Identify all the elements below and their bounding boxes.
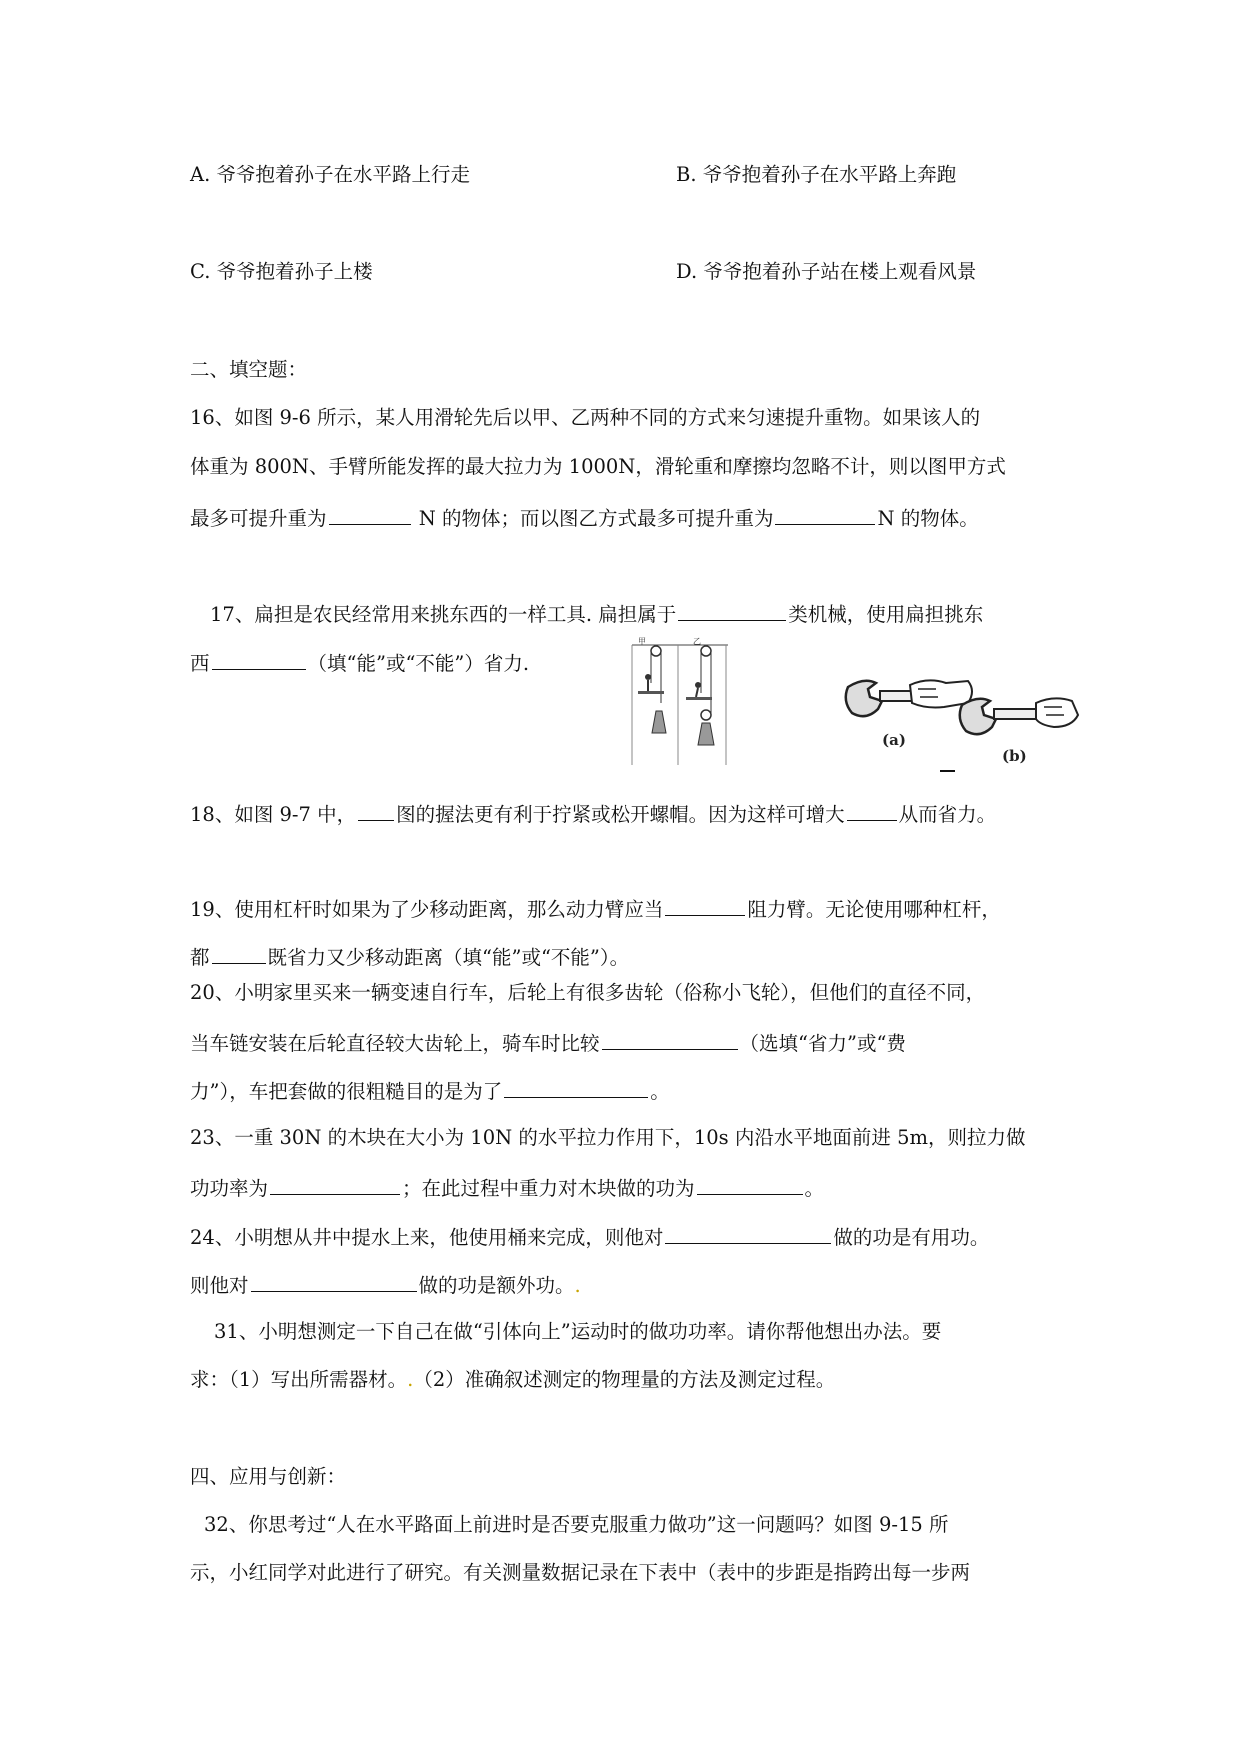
q23-blank-2[interactable]: [697, 1176, 803, 1195]
q18-text-a: 18、如图 9-7 中，: [190, 803, 357, 826]
q24-text-a: 24、小明想从井中提水上来，他使用桶来完成，则他对: [190, 1226, 664, 1249]
q23-text-b: ；在此过程中重力对木块做的功为: [402, 1177, 695, 1200]
wrench-figure: [840, 665, 1080, 765]
weight-b-icon: [698, 723, 714, 745]
q20-line2: [190, 1031, 906, 1054]
section-heading-application: 四、应用与创新：: [190, 1465, 347, 1488]
q17-line2: [190, 651, 529, 674]
stray-mark: [940, 770, 955, 772]
person-a-icon: [645, 674, 651, 680]
q20-text-c: 力”），车把套做的很粗糙目的是为了: [190, 1080, 503, 1103]
q17-text-a: 17、扁担是农民经常用来挑东西的一样工具. 扁担属于: [210, 603, 677, 626]
q19-text-b: 阻力臂。无论使用哪种杠杆，: [747, 898, 1001, 921]
q19-line1: [190, 897, 1001, 920]
q19-line2: [190, 945, 629, 968]
q18-line: [190, 802, 996, 825]
q20-line1: 20、小明家里买来一辆变速自行车，后轮上有很多齿轮（俗称小飞轮），但他们的直径不同，: [190, 981, 986, 1004]
option-b: B. 爷爷抱着孙子在水平路上奔跑: [676, 163, 957, 186]
q18-text-b: 图的握法更有利于拧紧或松开螺帽。因为这样可增大: [396, 803, 845, 826]
q24-text-d: 做的功是额外功。: [418, 1274, 575, 1297]
q23-line2: [190, 1176, 824, 1199]
q18-blank-1[interactable]: [358, 802, 394, 821]
q20-line3: [190, 1079, 670, 1102]
q16-blank-1[interactable]: [329, 506, 411, 525]
q19-blank-1[interactable]: [665, 897, 745, 916]
q17-text-d: （填“能”或“不能”）省力.: [307, 652, 530, 675]
q31-line1: 31、小明想测定一下自己在做“引体向上”运动时的做功功率。请你帮他想出办法。要: [214, 1320, 942, 1343]
q20-text-a: 当车链安装在后轮直径较大齿轮上，骑车时比较: [190, 1032, 600, 1055]
q32-line2: 示，小红同学对此进行了研究。有关测量数据记录在下表中（表中的步距是指跨出每一步两: [190, 1561, 971, 1584]
pulley-b-wheel: [701, 646, 711, 656]
q16-line1: 16、如图 9-6 所示，某人用滑轮先后以甲、乙两种不同的方式来匀速提升重物。如果该人的: [190, 406, 981, 429]
q24-blank-1[interactable]: [665, 1225, 831, 1244]
wrench-b-icon: [960, 698, 1078, 734]
q24-text-b: 做的功是有用功。: [833, 1226, 990, 1249]
q24-line1: [190, 1225, 989, 1248]
q17-blank-1[interactable]: [678, 602, 786, 621]
q20-blank-2[interactable]: [504, 1079, 648, 1098]
q18-blank-2[interactable]: [847, 802, 897, 821]
q16-text-a: 最多可提升重为: [190, 507, 327, 530]
q19-text-a: 19、使用杠杆时如果为了少移动距离，那么动力臂应当: [190, 898, 664, 921]
weight-a-icon: [652, 711, 666, 733]
q23-blank-1[interactable]: [270, 1176, 400, 1195]
q23-text-c: 。: [804, 1177, 825, 1200]
option-d: D. 爷爷抱着孙子站在楼上观看风景: [676, 260, 977, 283]
q31-text-b: （2）准确叙述测定的物理量的方法及测定过程。: [413, 1368, 836, 1391]
q24-dot: .: [574, 1274, 581, 1297]
q31-text-a: 求：（1）写出所需器材。: [190, 1368, 408, 1391]
section-heading-fill-in: 二、填空题：: [190, 358, 308, 381]
q17-blank-2[interactable]: [212, 651, 306, 670]
q16-line3: [190, 506, 979, 529]
q16-text-b: N 的物体；而以图乙方式最多可提升重为: [412, 507, 774, 530]
option-a: A. 爷爷抱着孙子在水平路上行走: [190, 163, 470, 186]
q16-blank-2[interactable]: [775, 506, 875, 525]
q17-text-b: 类机械，使用扁担挑东: [788, 603, 984, 626]
q23-line1: 23、一重 30N 的木块在大小为 10N 的水平拉力作用下，10s 内沿水平地面前进 5m，则拉力做: [190, 1126, 1026, 1149]
option-c: C. 爷爷抱着孙子上楼: [190, 260, 373, 283]
pulley-a-wheel: [651, 646, 661, 656]
q32-line1: 32、你思考过“人在水平路面上前进时是否要克服重力做功”这一问题吗？如图 9-15 所: [204, 1513, 949, 1536]
person-b-icon: [695, 682, 701, 688]
q24-blank-2[interactable]: [251, 1273, 417, 1292]
q20-text-d: 。: [650, 1080, 670, 1103]
wrench-b-label: (b): [1002, 747, 1027, 765]
wrench-a-label: (a): [882, 731, 906, 749]
q31-dot: .: [407, 1368, 414, 1391]
pulley-figure: [630, 633, 730, 765]
q18-text-c: 从而省力。: [898, 803, 997, 826]
wrench-a-icon: [846, 680, 972, 716]
q20-blank-1[interactable]: [602, 1031, 738, 1050]
q19-text-d: 既省力又少移动距离（填“能”或“不能”）。: [267, 946, 630, 969]
q20-text-b: （选填“省力”或“费: [739, 1032, 906, 1055]
q17-text-c: 西: [190, 652, 210, 675]
pulley-b-label: 乙: [693, 637, 701, 646]
q24-line2: [190, 1273, 581, 1296]
q19-text-c: 都: [190, 946, 210, 969]
q31-line2: [190, 1370, 835, 1390]
q19-blank-2[interactable]: [212, 945, 266, 964]
q16-text-c: N 的物体。: [877, 507, 979, 530]
q24-text-c: 则他对: [190, 1274, 249, 1297]
q16-line2: 体重为 800N、手臂所能发挥的最大拉力为 1000N，滑轮重和摩擦均忽略不计，则以图甲方式: [190, 455, 1006, 478]
q23-text-a: 功功率为: [190, 1177, 269, 1200]
q17-line1: [210, 602, 983, 625]
pulley-a-label: 甲: [638, 637, 646, 646]
